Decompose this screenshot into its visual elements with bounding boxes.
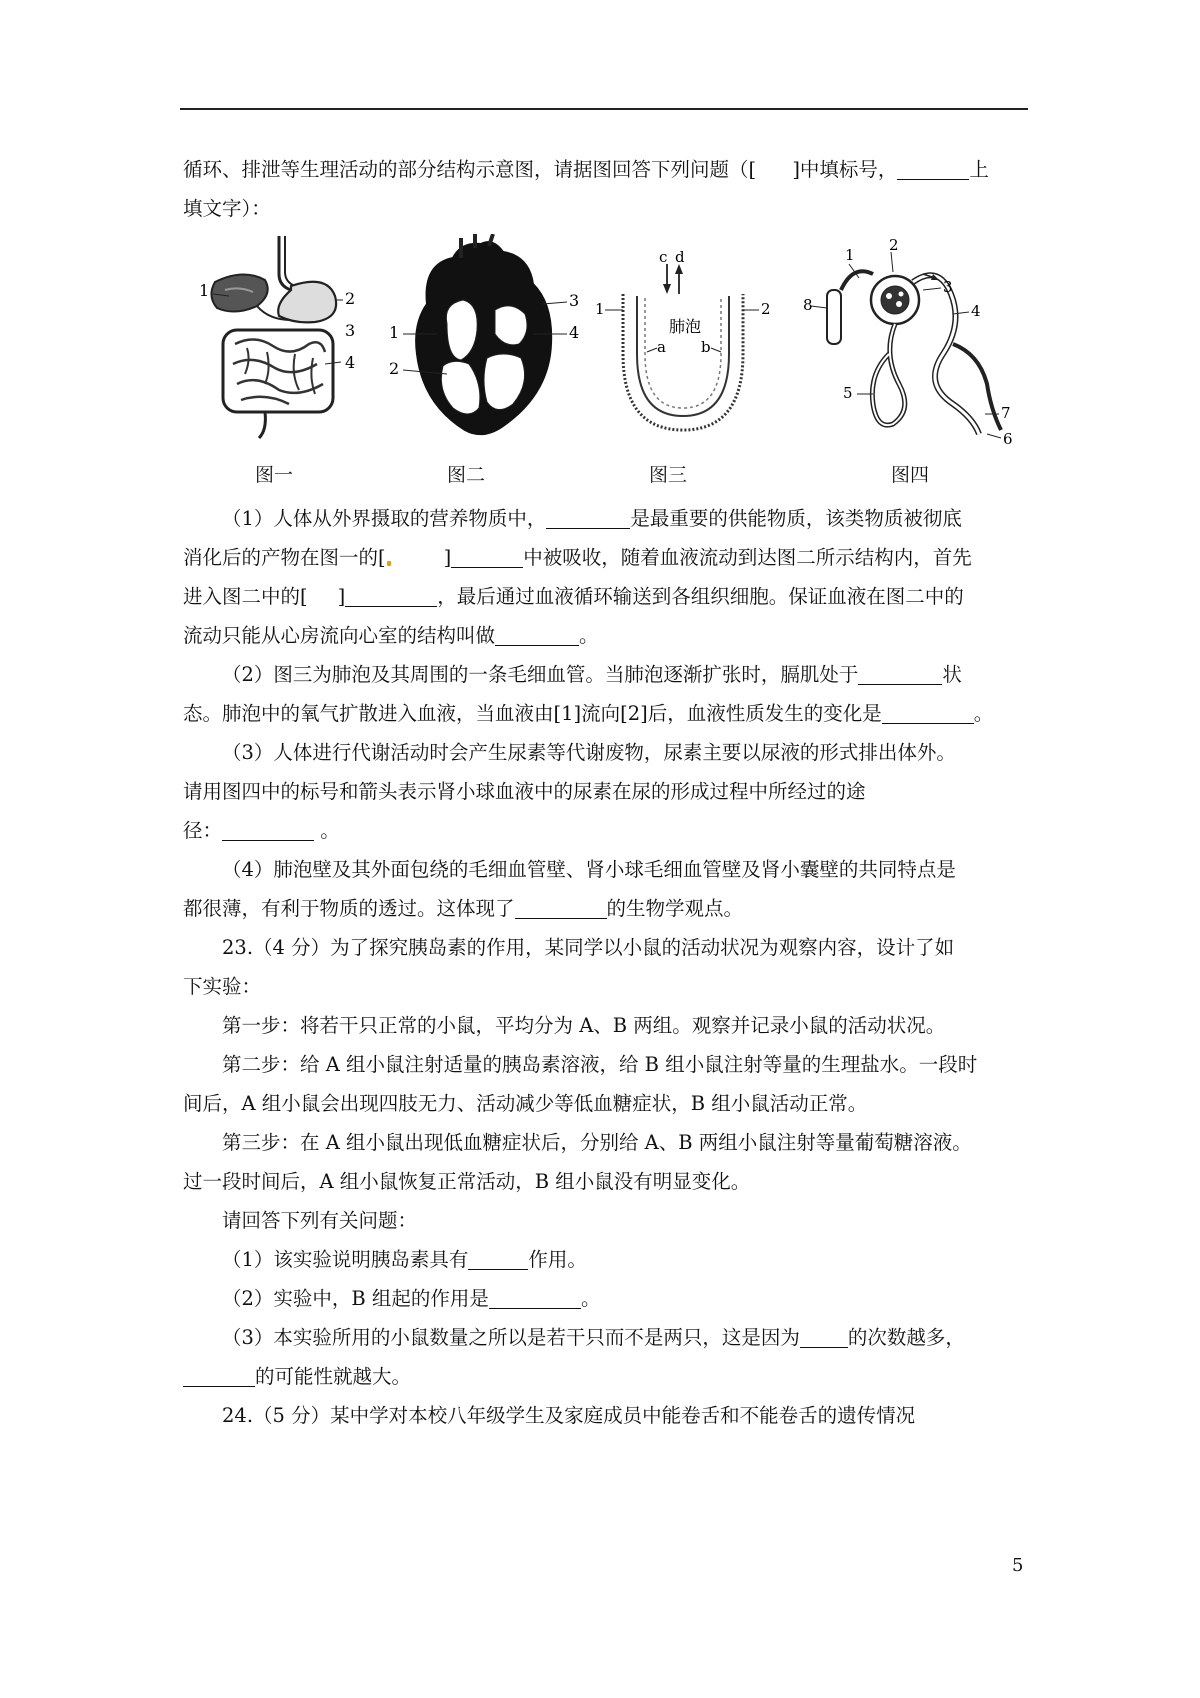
q1-text-j: 。 <box>579 624 599 647</box>
caption-figure-3: 图三 <box>649 464 688 486</box>
answer-blank[interactable] <box>515 896 607 919</box>
fig1-label-4: 4 <box>345 353 355 372</box>
fig4-label-1: 1 <box>845 246 855 264</box>
q3-text-c: 径： <box>183 819 223 842</box>
q1-line-3 <box>183 577 1028 616</box>
q23-s1-text-b: 作用。 <box>528 1248 587 1271</box>
q4-text-c: 的生物学观点。 <box>606 897 744 920</box>
q23-step-2a: 第二步：给 A 组小鼠注射适量的胰岛素溶液，给 B 组小鼠注射等量的生理盐水。一段时 <box>222 1053 978 1076</box>
q24-title: 24.（5 分）某中学对本校八年级学生及家庭成员中能卷舌和不能卷舌的遗传情况 <box>222 1404 916 1427</box>
fig3-label-1: 1 <box>595 300 605 318</box>
answer-blank[interactable] <box>495 623 579 646</box>
fig3-label-d: d <box>675 248 685 266</box>
answer-blank[interactable] <box>858 662 942 685</box>
fig4-label-8: 8 <box>803 296 813 314</box>
figure-2 <box>383 234 583 486</box>
q1-text-b: 是最重要的供能物质，该类物质被彻底 <box>630 507 962 530</box>
q23-sub-3 <box>183 1318 1028 1357</box>
fig3-label-b: b <box>701 338 711 356</box>
fig2-label-4: 4 <box>569 323 580 342</box>
fig2-label-1: 1 <box>389 323 400 342</box>
q23-s1-text-a: （1）该实验说明胰岛素具有 <box>222 1248 469 1271</box>
digestive-system-diagram <box>195 234 355 454</box>
answer-blank[interactable] <box>800 1325 848 1348</box>
q2-line-1 <box>183 655 1028 694</box>
q1-text-e: 中被吸收，随着血液流动到达图二所示结构内，首先 <box>523 546 972 569</box>
q2-line-2 <box>183 694 1028 733</box>
q1-text-i: 流动只能从心房流向心室的结构叫做 <box>183 624 496 647</box>
fig3-label-c: c <box>659 248 668 266</box>
fig2-label-3: 3 <box>569 291 580 310</box>
fig3-label-alveolus: 肺泡 <box>669 317 702 336</box>
fig2-label-2: 2 <box>389 359 400 378</box>
caption-figure-1: 图一 <box>255 464 294 486</box>
answer-blank[interactable] <box>345 584 437 607</box>
q1-text-g: ] <box>337 585 346 608</box>
q2-text-b: 状 <box>942 663 962 686</box>
q4-line-2 <box>183 889 1028 928</box>
orange-mark <box>387 561 391 566</box>
fig4-label-2: 2 <box>889 236 899 254</box>
q4-text-b: 都很薄，有利于物质的透过。这体现了 <box>183 897 515 920</box>
q23-sub-1 <box>183 1240 1028 1279</box>
intro-line-2: 填文字）： <box>183 197 271 220</box>
q1-text-d: ] <box>443 546 452 569</box>
q23-s3-text-c: 的可能性就越大。 <box>255 1365 412 1388</box>
intro-line-1 <box>183 150 1028 189</box>
answer-blank[interactable] <box>489 1286 581 1309</box>
heart-diagram <box>383 234 583 454</box>
q1-text-a: （1）人体从外界摄取的营养物质中， <box>222 507 547 530</box>
fig4-label-7: 7 <box>1001 404 1011 422</box>
intro-text-a: 循环、排泄等生理活动的部分结构示意图，请据图回答下列问题（[ <box>183 158 763 181</box>
fig1-label-2: 2 <box>345 289 355 308</box>
q1-text-h: ，最后通过血液循环输送到各组织细胞。保证血液在图二中的 <box>437 585 964 608</box>
intro-text-b: ]中填标号， <box>792 158 898 181</box>
answer-blank[interactable] <box>222 818 314 841</box>
q23-step-1: 第一步：将若干只正常的小鼠，平均分为 A、B 两组。观察并记录小鼠的活动状况。 <box>222 1014 946 1037</box>
fig4-label-6: 6 <box>1003 430 1013 448</box>
caption-figure-2: 图二 <box>447 464 486 486</box>
page-content <box>183 150 1028 1435</box>
alveolus-diagram <box>593 234 773 454</box>
q23-step-2b: 间后，A 组小鼠会出现四肢无力、活动减少等低血糖症状，B 组小鼠活动正常。 <box>183 1092 868 1115</box>
q1-text-c: 消化后的产物在图一的[ <box>183 546 386 569</box>
q23-sub-2 <box>183 1279 1028 1318</box>
q23-title-cont: 下实验： <box>183 975 262 998</box>
q23-ask: 请回答下列有关问题： <box>222 1209 418 1232</box>
header-rule <box>180 108 1028 110</box>
q2-text-d: 。 <box>973 702 994 725</box>
q3-line-2: 请用图四中的标号和箭头表示肾小球血液中的尿素在尿的形成过程中所经过的途 <box>183 780 866 803</box>
q3-text-d: 。 <box>314 819 340 842</box>
page-number: 5 <box>1012 1555 1024 1576</box>
q2-text-c: 态。肺泡中的氧气扩散进入血液，当血液由[1]流向[2]后，血液性质发生的变化是 <box>183 702 882 725</box>
fig3-label-a: a <box>657 338 666 356</box>
q23-title: 23.（4 分）为了探究胰岛素的作用，某同学以小鼠的活动状况为观察内容，设计了如 <box>222 936 955 959</box>
fig4-label-3: 3 <box>943 278 953 296</box>
fig4-label-5: 5 <box>843 384 853 402</box>
fig1-label-1: 1 <box>199 281 210 300</box>
nephron-diagram <box>803 234 1023 454</box>
q23-s2-text-a: （2）实验中，B 组起的作用是 <box>222 1287 489 1310</box>
q23-step-3a: 第三步：在 A 组小鼠出现低血糖症状后，分别给 A、B 两组小鼠注射等量葡萄糖溶液。 <box>222 1131 972 1154</box>
q1-line-2 <box>183 538 1028 577</box>
q23-sub-3-cont <box>183 1357 1028 1396</box>
q23-s2-text-b: 。 <box>580 1287 601 1310</box>
answer-blank[interactable] <box>882 701 974 724</box>
caption-figure-4: 图四 <box>891 464 930 486</box>
q23-s3-text-b: 的次数越多， <box>847 1326 965 1349</box>
q4-line-1: （4）肺泡壁及其外面包绕的毛细血管壁、肾小球毛细血管壁及肾小囊壁的共同特点是 <box>222 858 956 881</box>
figure-4 <box>803 234 1023 486</box>
fig1-label-3: 3 <box>345 321 355 340</box>
answer-blank[interactable] <box>546 506 630 529</box>
q3-line-1: （3）人体进行代谢活动时会产生尿素等代谢废物，尿素主要以尿液的形式排出体外。 <box>222 741 956 764</box>
q1-text-f: 进入图二中的[ <box>183 585 308 608</box>
fig3-label-2: 2 <box>761 300 771 318</box>
answer-blank[interactable] <box>183 1364 255 1387</box>
fig4-label-4: 4 <box>971 302 981 320</box>
q23-s3-text-a: （3）本实验所用的小鼠数量之所以是若干只而不是两只，这是因为 <box>222 1326 800 1349</box>
intro-text-c: 上 <box>969 158 989 181</box>
q23-step-3b: 过一段时间后，A 组小鼠恢复正常活动，B 组小鼠没有明显变化。 <box>183 1170 751 1193</box>
q1-line-4 <box>183 616 1028 655</box>
answer-blank[interactable] <box>451 545 523 568</box>
figures-row <box>183 234 1028 489</box>
q2-text-a: （2）图三为肺泡及其周围的一条毛细血管。当肺泡逐渐扩张时，膈肌处于 <box>222 663 859 686</box>
q1-line-1 <box>183 499 1028 538</box>
figure-3 <box>593 234 773 486</box>
answer-blank[interactable] <box>897 157 969 180</box>
q3-line-3 <box>183 811 1028 850</box>
figure-1 <box>195 234 355 486</box>
answer-blank[interactable] <box>468 1247 528 1270</box>
